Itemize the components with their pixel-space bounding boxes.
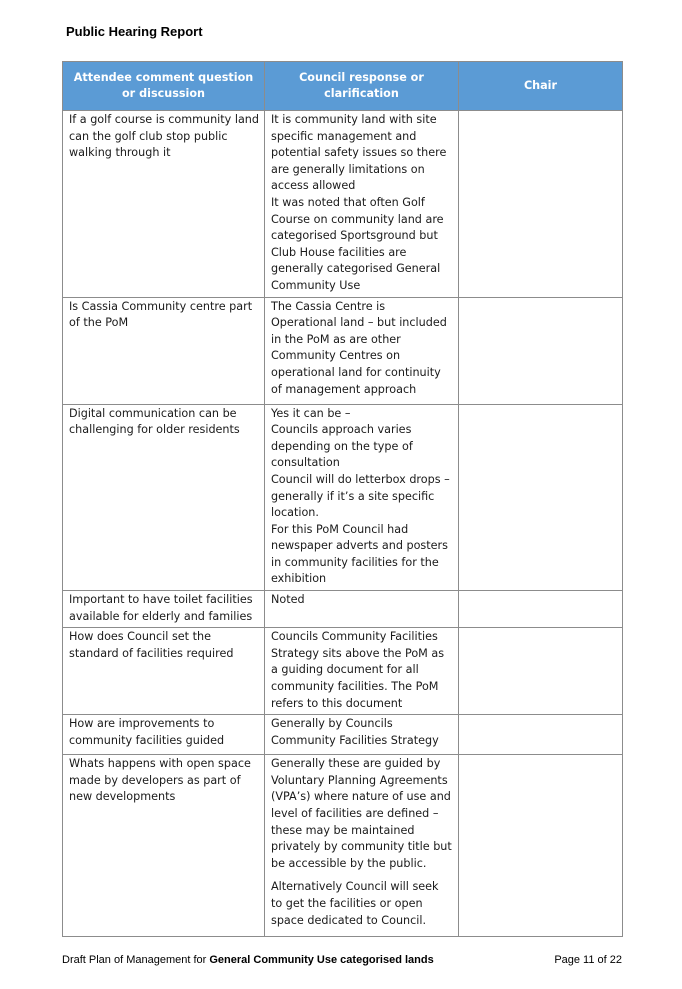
comment-cell: Whats happens with open space made by developers as part of new developments: [63, 755, 265, 937]
comment-cell: How does Council set the standard of facilities required: [63, 628, 265, 715]
chair-cell: [459, 404, 623, 591]
table-row: [63, 755, 623, 937]
table-row: [63, 715, 623, 755]
response-text: Alternatively Council will seek to get the facilities or open space dedicated to Council.: [271, 880, 439, 927]
chair-cell: [459, 755, 623, 937]
column-header-chair: Chair: [459, 62, 623, 111]
hearing-table: [62, 61, 623, 937]
chair-cell: [459, 111, 623, 298]
response-cell: [265, 591, 459, 628]
comment-cell: If a golf course is community land can the golf club stop public walking through it: [63, 111, 265, 298]
response-text: The Cassia Centre is Operational land – but included in the PoM as are other Community Centres on operational land for continuity of management approach: [271, 299, 447, 396]
response-text: Generally by Councils Community Facilities Strategy: [271, 717, 439, 747]
page-title: Public Hearing Report: [66, 24, 203, 39]
footer-bold-title: General Community Use categorised lands: [209, 954, 434, 966]
table-header-row: [63, 62, 623, 111]
response-text: Generally these are guided by Voluntary Planning Agreements (VPA’s) where nature of use and level of facilities are defined – these may be maintained privately by community title but be accessible by the public.: [271, 757, 452, 870]
response-text: Councils Community Facilities Strategy sits above the PoM as a guiding document for all community facilities. The PoM refers to this document: [271, 630, 445, 710]
response-text: Councils approach varies depending on the type of consultation: [271, 423, 413, 470]
table-row: [63, 628, 623, 715]
chair-cell: [459, 628, 623, 715]
comment-cell: Is Cassia Community centre part of the PoM: [63, 297, 265, 404]
chair-cell: [459, 591, 623, 628]
response-text: Noted: [271, 593, 305, 607]
table-row: [63, 297, 623, 404]
footer-page-number: Page 11 of 22: [554, 954, 622, 966]
response-cell: [265, 628, 459, 715]
response-text: It was noted that often Golf Course on community land are categorised Sportsground but Club House facilities are generally categorised General Community Use: [271, 195, 444, 292]
column-header-comment: Attendee comment question or discussion: [63, 62, 265, 111]
response-cell: [265, 715, 459, 755]
response-cell: [265, 297, 459, 404]
response-text: For this PoM Council had newspaper adverts and posters in community facilities for the exhibition: [271, 522, 448, 586]
footer-document-title: [62, 954, 434, 966]
comment-cell: How are improvements to community facilities guided: [63, 715, 265, 755]
table-row: [63, 404, 623, 591]
column-header-response: Council response or clarification: [265, 62, 459, 111]
table-row: [63, 111, 623, 298]
chair-cell: [459, 297, 623, 404]
comment-cell: Important to have toilet facilities available for elderly and families: [63, 591, 265, 628]
response-text: Yes it can be –: [271, 406, 351, 420]
response-text: Council will do letterbox drops – generally if it’s a site specific location.: [271, 472, 450, 520]
footer-prefix: Draft Plan of Management for: [62, 954, 210, 966]
comment-cell: Digital communication can be challenging for older residents: [63, 404, 265, 591]
response-cell: [265, 111, 459, 298]
chair-cell: [459, 715, 623, 755]
response-cell: [265, 755, 459, 937]
table-row: [63, 591, 623, 628]
response-cell: [265, 404, 459, 591]
response-text: It is community land with site specific management and potential safety issues so there are generally limitations on access allowed: [271, 113, 447, 193]
